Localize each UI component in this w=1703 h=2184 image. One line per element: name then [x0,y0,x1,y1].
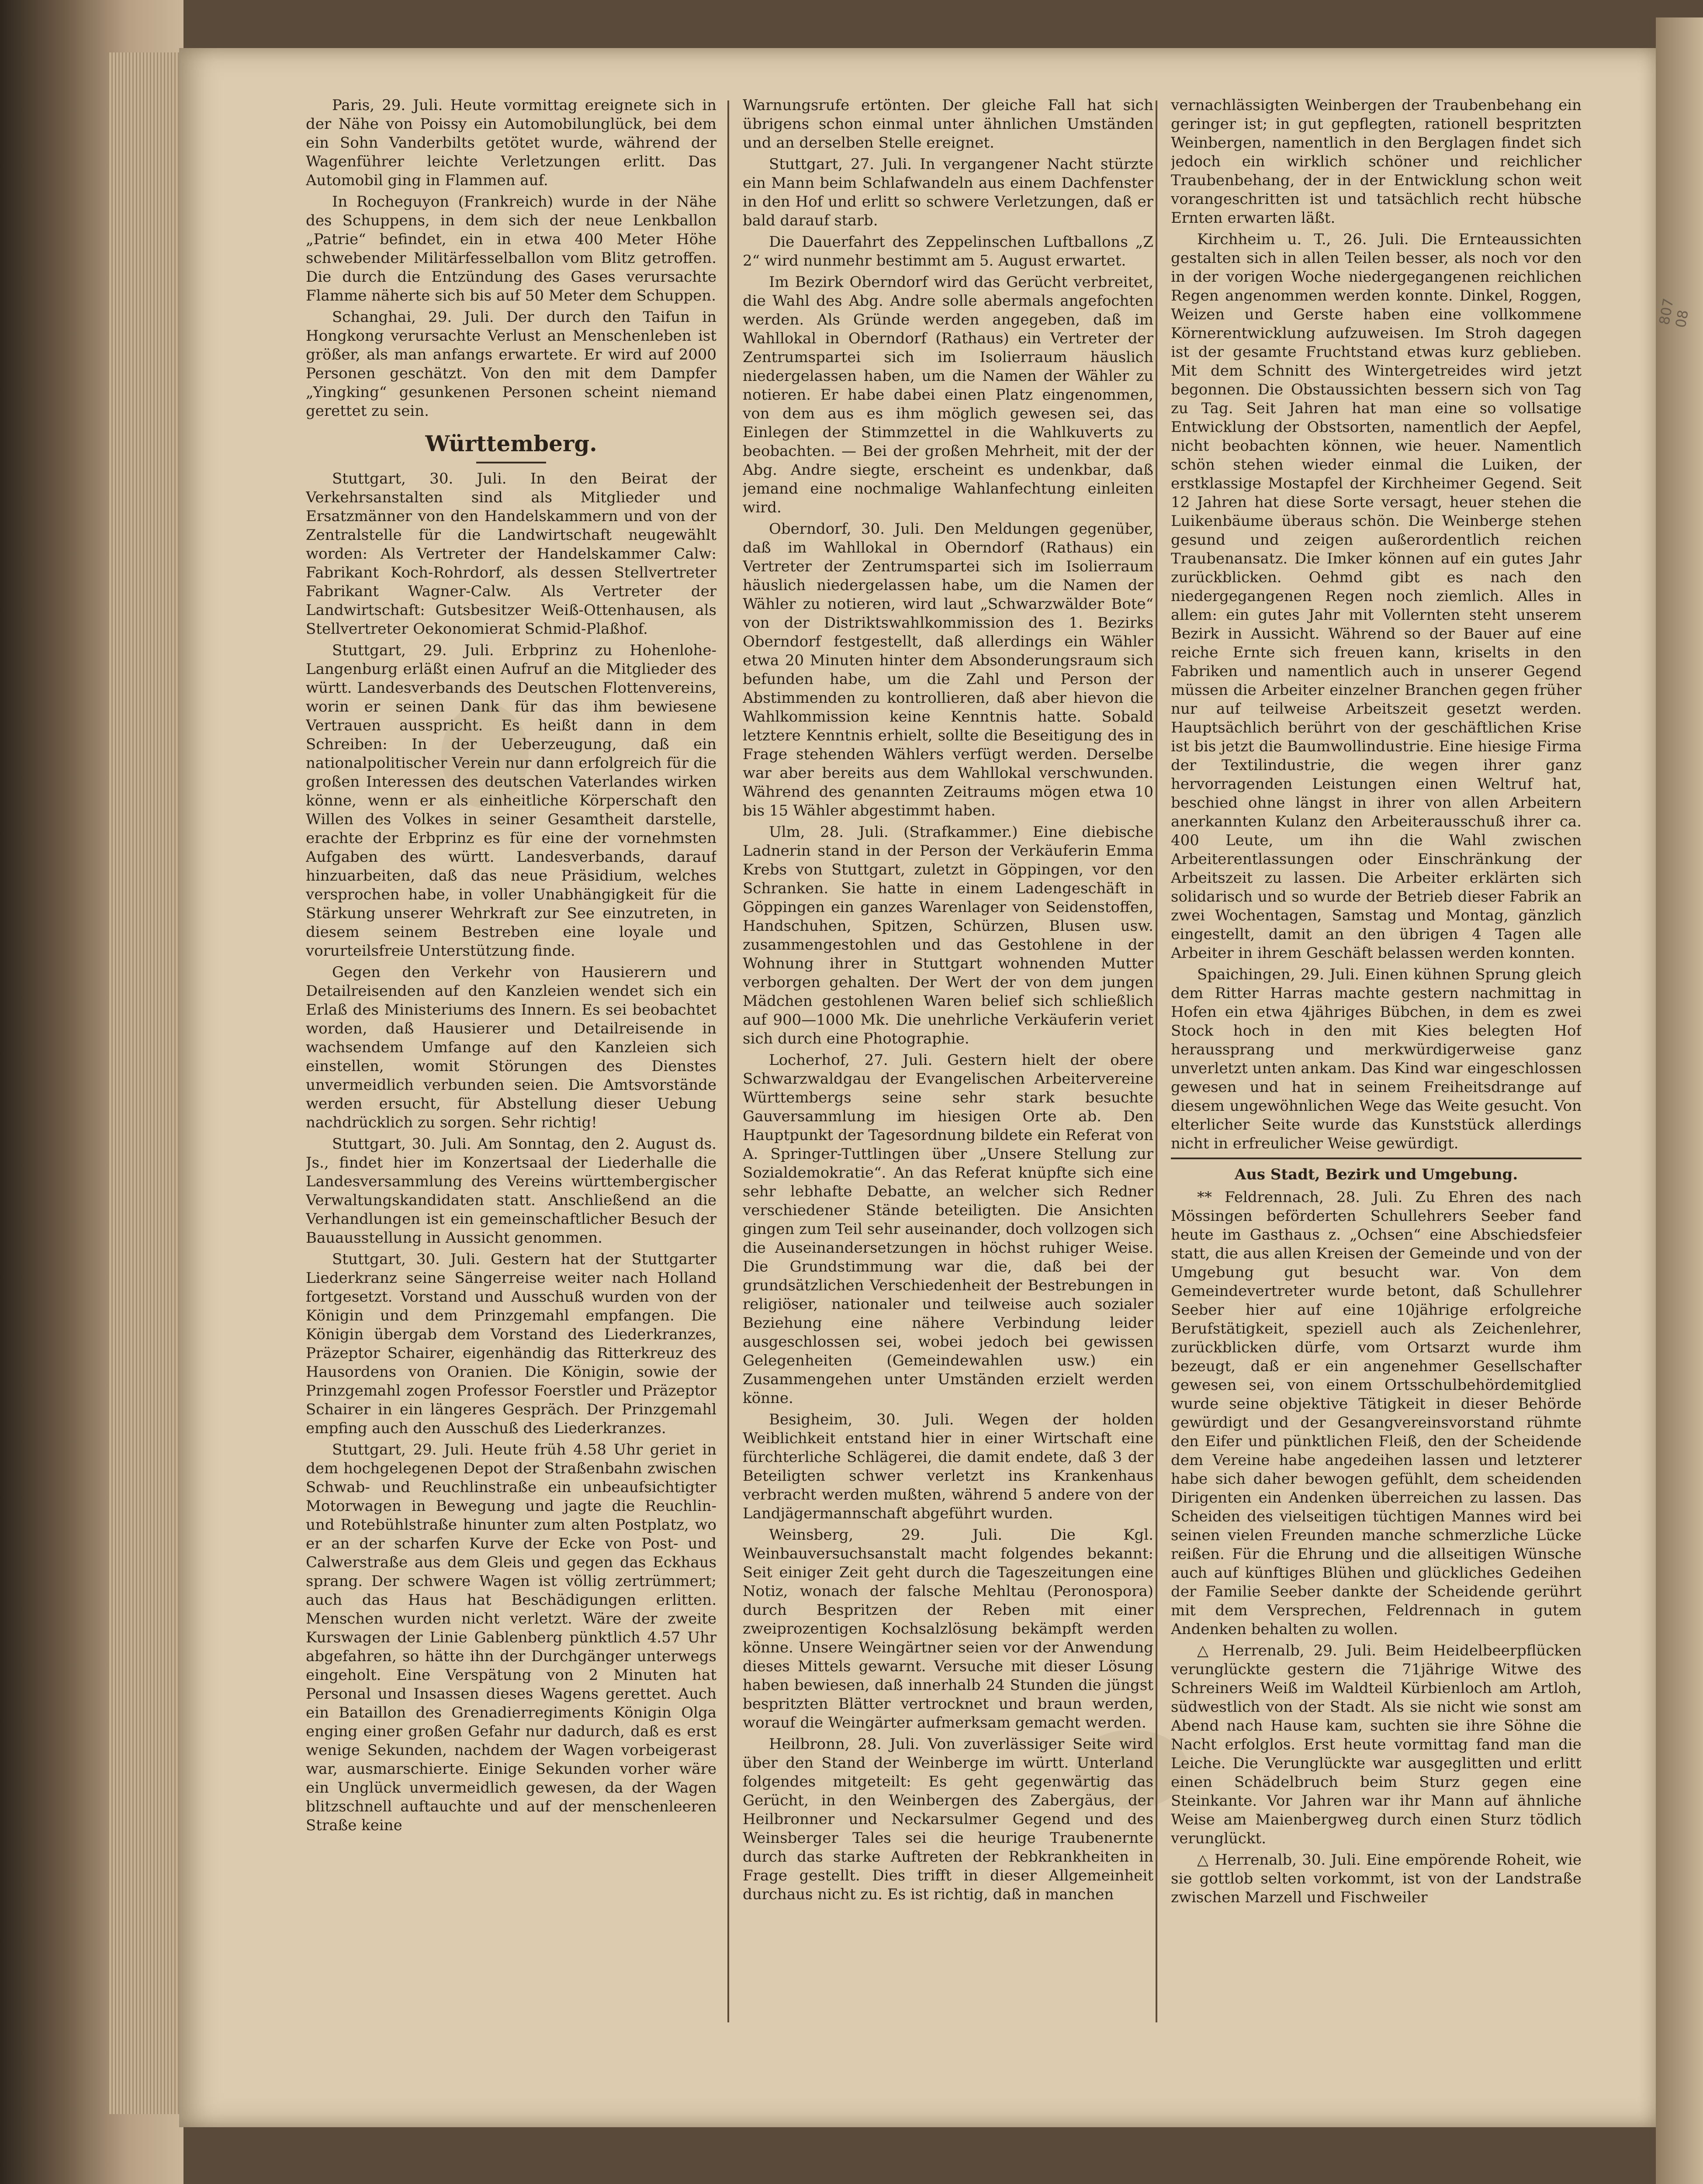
article-paragraph: △ Herrenalb, 30. Juli. Eine empörende Roheit, wie sie gottlob selten vorkommt, ist von der Landstraße zwischen Marzell und Fischweiler [1171,1851,1582,1906]
article-paragraph: ** Feldrennach, 28. Juli. Zu Ehren des nach Mössingen beförderten Schullehrers Seeber fand heute im Gasthaus z. „Ochsen“ eine Abschiedsfeier statt, die aus allen Kreisen der Gemeinde und von der Umgebung gut besucht war. Von dem Gemeindevertreter wurde betont, daß Schullehrer Seeber hier auf eine 10jährige erfolgreiche Berufstätigkeit, speziell auch als Zeichenlehrer, zurückblicken dürfe, vom Ortsarzt wurde ihm bezeugt, daß er ein angenehmer Gesellschafter gewesen sei, von einem Ortsschulbehördemitglied wurde seine objektive Tätigkeit in dieser Behörde gewürdigt und der Gesangvereinsvorstand rühmte den Eifer und pünktlichen Fleiß, den der Scheidende dem Vereine habe angedeihen lassen und letzterer habe sich daher bewogen gefühlt, dem scheidenden Dirigenten ein Andenken überreichen zu lassen. Das Scheiden des vielseitigen tüchtigen Mannes wird bei seinen vielen Freunden manche schmerzliche Lücke reißen. Für die Ehrung und die allseitigen Wünsche auch auf künftiges Blühen und glückliches Gedeihen der Familie Seeber dankte der Scheidende gerührt mit dem Versprechen, Feldrennach in gutem Andenken behalten zu wollen. [1171,1189,1582,1638]
stacked-page-edges [109,52,179,2114]
column-1 [306,96,717,2035]
article-paragraph: Stuttgart, 29. Juli. Heute früh 4.58 Uhr geriet in dem hochgelegenen Depot der Straßenbahn zwischen Schwab- und Reuchlinstraße ein unbeaufsichtigter Motorwagen in Bewegung und jagte die Reuchlin- und Rotebühlstraße hinunter zum alten Postplatz, wo er an der scharfen Kurve der Ecke von Post- und Calwerstraße aus dem Gleis und gegen das Eckhaus sprang. Der schwere Wagen ist völlig zertrümmert; auch das Haus hat Beschädigungen erlitten. Menschen wurden nicht verletzt. Wäre der zweite Kurswagen der Linie Gablenberg pünktlich 4.57 Uhr abgefahren, so hätte ihn der Durchgänger unterwegs eingeholt. Eine Verspätung von 2 Minuten hat Personal und Insassen dieses Wagens gerettet. Auch ein Bataillon des Grenadierregiments Königin Olga enging einer großen Gefahr nur dadurch, daß es erst wenige Sekunden, nachdem der Wagen vorbeigerast war, ausmarschierte. Einige Sekunden vorher wäre ein Unglück unvermeidlich gewesen, da der Wagen blitzschnell auftauchte und auf der menschenleeren Straße keine [306,1441,717,1834]
article-paragraph: In Rocheguyon (Frankreich) wurde in der Nähe des Schuppens, in dem sich der neue Lenkballon „Patrie“ befindet, ein in etwa 400 Meter Höhe schwebender Militärfesselballon vom Blitz getroffen. Die durch die Entzündung des Gases verursachte Flamme näherte sich bis auf 50 Meter dem Schuppen. [306,193,717,304]
article-paragraph: Im Bezirk Oberndorf wird das Gerücht verbreitet, die Wahl des Abg. Andre solle abermals angefochten werden. Als Gründe werden angegeben, daß im Wahllokal in Oberndorf (Rathaus) ein Vertreter der Zentrumspartei sich im Isolierraum häuslich niedergelassen haben, um die Namen der Wähler zu notieren. Er habe dabei einen Platz eingenommen, von dem aus es ihm möglich gewesen sei, das Einlegen der Stimmzettel in die Wahlkuverts zu beobachten. — Bei der großen Mehrheit, mit der der Abg. Andre siegte, erscheint es undenkbar, daß jemand eine nochmalige Wahlanfechtung einleiten wird. [743,273,1153,516]
column-3 [1171,96,1582,2035]
article-paragraph: Die Dauerfahrt des Zeppelinschen Luftballons „Z 2“ wird nunmehr bestimmt am 5. August erwartet. [743,233,1153,270]
section-rule [1171,1158,1582,1159]
article-paragraph: Kirchheim u. T., 26. Juli. Die Ernteaussichten gestalten sich in allen Teilen besser, als noch vor den in der vorigen Woche niedergegangenen reichlichen Regen angenommen werden konnte. Dinkel, Roggen, Weizen und Gerste haben eine vollkommene Körnerentwicklung aufzuweisen. Im Stroh dagegen ist der gesamte Fruchtstand etwas kurz geblieben. Mit dem Schnitt des Wintergetreides wird jetzt begonnen. Die Obstaussichten bessern sich von Tag zu Tag. Seit Jahren hat man eine so vollsatige Entwicklung der Obstsorten, namentlich der Aepfel, nicht beobachten können, wie heuer. Namentlich schön stehen wieder einmal die Luiken, der erstklassige Mostapfel der Kirchheimer Gegend. Seit 12 Jahren hat diese Sorte versagt, heuer stehen die Luikenbäume überaus schön. Die Weinberge stehen gesund und zeigen außerordentlich reichen Traubenansatz. Die Imker können auf ein gutes Jahr zurückblicken. Oehmd gibt es nach den niedergegangenen Regen noch ziemlich. Alles in allem: ein gutes Jahr mit Vollernten steht unserem Bezirk in Aussicht. Während so der Bauer auf eine reiche Ernte sich freuen kann, kriselts in den Fabriken und namentlich auch in unserer Gegend müssen die Arbeiter einzelner Branchen gegen früher nur auf teilweise Arbeitszeit gesetzt werden. Hauptsächlich berührt von der geschäftlichen Krise ist bis jetzt die Baumwollindustrie. Eine hiesige Firma der Textilindustrie, die wegen ihrer ganz hervorragenden Leistungen einen Weltruf hat, beschied ohne längst in ihrer von allen Arbeitern anerkannten Kulanz den Arbeiterausschuß ihrer ca. 400 Leute, um ihn die Wahl zwischen Arbeiterentlassungen oder Einschränkung der Arbeitszeit zu lassen. Die Arbeiter erklärten sich solidarisch und so wurde der Betrieb dieser Fabrik an zwei Wochentagen, Samstag und Montag, gänzlich eingestellt, damit an den übrigen 4 Tagen alle Arbeiter in ihrem Geschäft belassen werden konnten. [1171,231,1582,962]
section-heading: Württemberg. [425,431,597,456]
article-paragraph: Oberndorf, 30. Juli. Den Meldungen gegenüber, daß im Wahllokal in Oberndorf (Rathaus) ein Vertreter der Zentrumspartei sich im Isolierraum häuslich niedergelassen habe, um die Namen der Wähler zu notieren, wird laut „Schwarzwälder Bote“ von der Distriktswahlkommission des 1. Bezirks Oberndorf festgestellt, daß allerdings ein Wähler etwa 20 Minuten hinter dem Absonderungsraum sich befunden habe, um die Zahl und Person der Abstimmenden zu kontrollieren, daß aber hievon die Wahlkommission keine Kenntnis hatte. Sobald letztere Kenntnis erhielt, sollte die Beseitigung des in Frage stehenden Wählers verfügt werden. Derselbe war aber bereits aus dem Wahllokal verschwunden. Während des genannten Zeitraums mögen etwa 10 bis 15 Wähler abgestimmt haben. [743,520,1153,819]
section-heading: Aus Stadt, Bezirk und Umgebung. [1234,1166,1518,1183]
article-paragraph: Schanghai, 29. Juli. Der durch den Taifun in Hongkong verursachte Verlust an Menschenleben ist größer, als man anfangs erwartete. Er wird auf 2000 Personen geschätzt. Von den mit dem Dampfer „Yingking“ gesunkenen Personen scheint niemand gerettet zu sein. [306,308,717,420]
article-paragraph: Paris, 29. Juli. Heute vormittag ereignete sich in der Nähe von Poissy ein Automobilunglück, bei dem ein Sohn Vanderbilts getötet wurde, während der Wagenführer leichte Verletzungen erlitt. Das Automobil ging in Flammen auf. [306,97,717,189]
article-paragraph: Warnungsrufe ertönten. Der gleiche Fall hat sich übrigens schon einmal unter ähnlichen Umständen und an derselben Stelle ereignet. [743,97,1153,152]
article-paragraph: △ Herrenalb, 29. Juli. Beim Heidelbeerpflücken verunglückte gestern die 71jährige Witwe des Schreiners Weiß im Waldteil Kürbienloch am Artloh, südwestlich von der Stadt. Als sie nicht wie sonst am Abend nach Hause kam, suchten sie ihre Söhne die Nacht erfolglos. Erst heute vormittag fand man die Leiche. Die Verunglückte war ausgeglitten und erlitt einen Schädelbruch beim Sturz gegen eine Steinkante. Vor Jahren war ihr Mann auf ähnliche Weise am Maienbergweg durch einen Sturz tödlich verunglückt. [1171,1642,1582,1847]
article-paragraph: Weinsberg, 29. Juli. Die Kgl. Weinbauversuchsanstalt macht folgendes bekannt: Seit einiger Zeit geht durch die Tageszeitungen eine Notiz, wonach der falsche Mehltau (Peronospora) durch Bespritzen der Reben mit einer zweiprozentigen Kochsalzlösung bekämpft werden könne. Unsere Weingärtner seien vor der Anwendung dieses Mittels gewarnt. Versuche mit dieser Lösung haben bewiesen, daß innerhalb 24 Stunden die jüngst bespritzten Blätter vertrocknet und braun werden, worauf die Weingärter aufmerksam gemacht werden. [743,1526,1153,1731]
article-paragraph: Besigheim, 30. Juli. Wegen der holden Weiblichkeit entstand hier in einer Wirtschaft eine fürchterliche Schlägerei, die damit endete, daß 3 der Beteiligten schwer verletzt ins Krankenhaus verbracht werden mußten, während 5 andere von der Landjägermannschaft abgeführt wurden. [743,1411,1153,1522]
column-2 [743,96,1153,2035]
article-paragraph: Stuttgart, 30. Juli. In den Beirat der Verkehrsanstalten sind als Mitglieder und Ersatzmänner von den Handelskammern und von der Zentralstelle für die Landwirtschaft neugewählt worden: Als Vertreter der Handelskammer Calw: Fabrikant Koch-Rohrdorf, als dessen Stellvertreter Fabrikant Wagner-Calw. Als Vertreter der Landwirtschaft: Gutsbesitzer Weiß-Ottenhausen, als Stellvertreter Oekonomierat Schmid-Plaßhof. [306,470,717,638]
article-paragraph: Locherhof, 27. Juli. Gestern hielt der obere Schwarzwaldgau der Evangelischen Arbeitervereine Württembergs seine sehr stark besuchte Gauversammlung im hiesigen Orte ab. Den Hauptpunkt der Tagesordnung bildete ein Referat von A. Springer-Tuttlingen über „Unsere Stellung zur Sozialdemokratie“. An das Referat knüpfte sich eine sehr lebhafte Debatte, an welcher sich Redner verschiedener Stände beteiligten. Die Ansichten gingen zum Teil sehr auseinander, doch vollzogen sich die Auseinandersetzungen in höchst ruhiger Weise. Die Grundstimmung war die, daß bei der grundsätzlichen Verschiedenheit der Bestrebungen in religiöser, nationaler und teilweise auch sozialer Beziehung eine nähere Verbindung leider ausgeschlossen sei, wobei jedoch bei gewissen Gelegenheiten (Gemeindewahlen usw.) ein Zusammengehen unter Umständen erzielt werden könne. [743,1051,1153,1407]
article-paragraph: Heilbronn, 28. Juli. Von zuverlässiger Seite wird über den Stand der Weinberge im württ. Unterland folgendes mitgeteilt: Es geht gegenwärtig das Gerücht, in den Weinbergen des Zabergäus, der Heilbronner und Neckarsulmer Gegend und des Weinsberger Tales sei die heurige Traubenernte durch das starke Auftreten der Rebkrankheiten in Frage gestellt. Dies trifft in dieser Allgemeinheit durchaus nicht zu. Es ist richtig, daß in manchen [743,1735,1153,1903]
article-paragraph: Stuttgart, 30. Juli. Am Sonntag, den 2. August ds. Js., findet hier im Konzertsaal der Liederhalle die Landesversammlung des Vereins württembergischer Verwaltungskandidaten statt. Anschließend an die Verhandlungen ist ein gemeinschaftlicher Besuch der Bauausstellung in Aussicht genommen. [306,1135,717,1247]
article-paragraph: Gegen den Verkehr von Hausierern und Detailreisenden auf den Kanzleien wendet sich ein Erlaß des Ministeriums des Innern. Es sei beobachtet worden, daß Hausierer und Detailreisende in wachsendem Umfange auf den Kanzleien sich einstellen, womit Störungen des Dienstes unvermeidlich verbunden seien. Die Amtsvorstände werden ersucht, für Abstellung dieser Uebung nachdrücklich zu sorgen. Sehr richtig! [306,964,717,1131]
article-paragraph: Stuttgart, 29. Juli. Erbprinz zu Hohenlohe-Langenburg erläßt einen Aufruf an die Mitglieder des württ. Landesverbands des Deutschen Flottenvereins, worin er seinen Dank für das ihm bewiesene Vertrauen ausspricht. Es heißt dann in dem Schreiben: In der Ueberzeugung, daß ein nationalpolitischer Verein nur dann erfolgreich für die großen Interessen des deutschen Vaterlandes wirken könne, wenn er als einheitliche Körperschaft den Willen des Volkes in seiner Gesamtheit darstelle, erachte der Erbprinz es für eine der vornehmsten Aufgaben des württ. Landesverbands, darauf hinzuarbeiten, daß das neue Präsidium, welches versprochen habe, in voller Unabhängigkeit für die Stärkung unserer Wehrkraft zur See einzutreten, in diesem seinem Bestreben eine loyale und vorurteilsfreie Unterstützung finde. [306,642,717,960]
pencil-margin-note: 807 08 [1656,297,1692,329]
article-paragraph: Ulm, 28. Juli. (Strafkammer.) Eine diebische Ladnerin stand in der Person der Verkäuferin Emma Krebs von Stuttgart, zuletzt in Göppingen, vor den Schranken. Sie hatte in einem Ladengeschäft in Göppingen ein ganzes Warenlager von Seidenstoffen, Handschuhen, Spitzen, Schürzen, Blusen usw. zusammengestohlen und das Gestohlene in der Wohnung ihrer in Stuttgart wohnenden Mutter verborgen gehalten. Der Wert der von dem jungen Mädchen gestohlenen Waren belief sich schließlich auf 900—1000 Mk. Die unehrliche Verkäuferin veriet sich durch eine Photographie. [743,823,1153,1047]
column-divider [1156,100,1157,2022]
column-divider [727,100,729,2022]
article-paragraph: Stuttgart, 30. Juli. Gestern hat der Stuttgarter Liederkranz seine Sängerreise weiter nach Holland fortgesetzt. Vorstand und Ausschuß wurden von der Königin und dem Prinzgemahl empfangen. Die Königin übergab dem Vorstand des Liederkranzes, Präzeptor Schairer, eigenhändig das Ritterkreuz des Hausordens von Oranien. Die Königin, sowie der Prinzgemahl zogen Professor Foerstler und Präzeptor Schairer in ein längeres Gespräch. Der Prinzgemahl empfing auch den Ausschuß des Liederkranzes. [306,1251,717,1437]
article-paragraph: Stuttgart, 27. Juli. In vergangener Nacht stürzte ein Mann beim Schlafwandeln aus einem Dachfenster in den Hof und erlitt so schwere Verletzungen, daß er bald darauf starb. [743,156,1153,229]
adjacent-page-edge [1656,17,1703,2184]
heading-underline [476,462,546,463]
article-paragraph: Spaichingen, 29. Juli. Einen kühnen Sprung gleich dem Ritter Harras machte gestern nachmittag in Hofen ein etwa 4jähriges Bübchen, in dem es zwei Stock hoch in den mit Kies belegten Hof heraussprang und merkwürdigerweise ganz unverletzt unten ankam. Das Kind war eingeschlossen gewesen und hat in seinem Freiheitsdrange auf diesem ungewöhnlichen Wege das Weite gesucht. Von elterlicher Seite wurde das Kunststück allerdings nicht in erfreulicher Weise gewürdigt. [1171,966,1582,1152]
article-paragraph: vernachlässigten Weinbergen der Traubenbehang ein geringer ist; in gut gepflegten, rationell bespritzten Weinbergen, namentlich in den Berglagen findet sich jedoch ein wirklich schöner und reichlicher Traubenbehang, der in der Entwicklung schon weit vorangeschritten ist und tatsächlich recht hübsche Ernten erwarten läßt. [1171,97,1582,227]
